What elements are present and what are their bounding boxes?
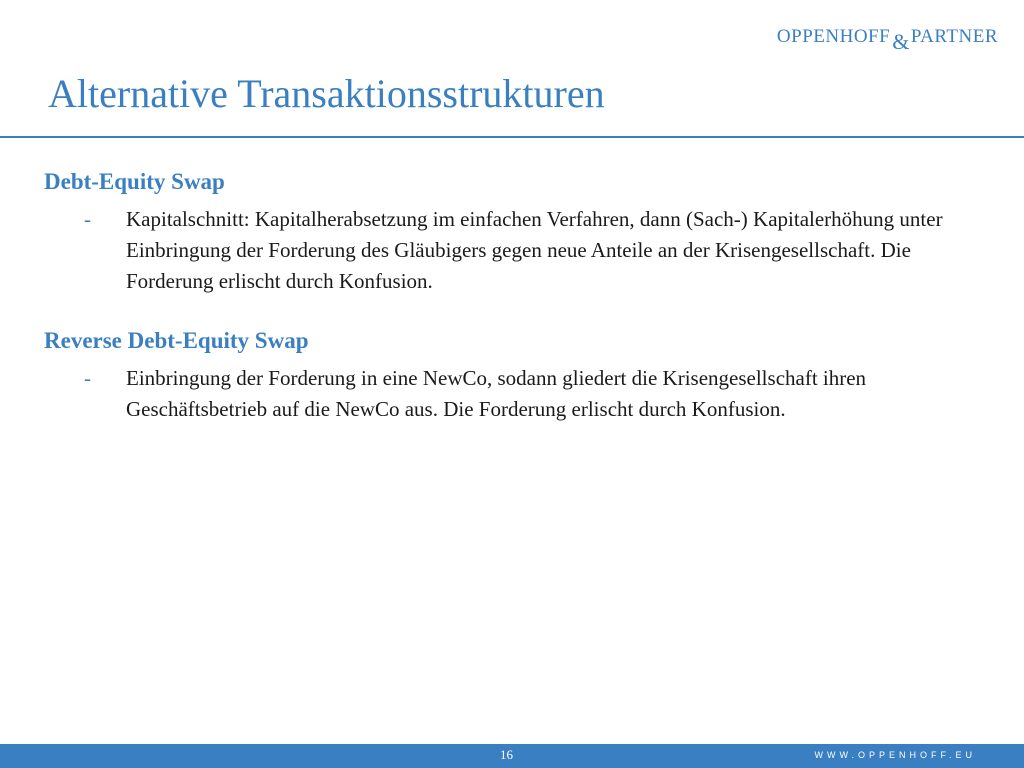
- footer-bar: [0, 744, 1024, 768]
- bullet-item: [44, 363, 984, 425]
- section-reverse-debt-equity-swap: [44, 327, 984, 425]
- bullet-text: Kapitalschnitt: Kapitalherabsetzung im einfachen Verfahren, dann (Sach-) Kapitalerhöhung unter Einbringung der Forderung des Gläubigers gegen neue Anteile an der Krisengesellschaft. Die Forderung erlischt durch Konfusion.: [126, 207, 943, 293]
- bullet-text: Einbringung der Forderung in eine NewCo, sodann gliedert die Krisengesellschaft ihren Geschäftsbetrieb auf die NewCo aus. Die Forderung erlischt durch Konfusion.: [126, 366, 867, 421]
- bullet-dash: -: [84, 207, 91, 231]
- company-logo: [776, 22, 998, 54]
- logo-ampersand: &: [892, 29, 910, 54]
- bullet-item: [44, 204, 984, 297]
- bullet-dash: -: [84, 366, 91, 390]
- logo-partner: PARTNER: [910, 26, 998, 47]
- slide-title: Alternative Transaktionsstrukturen: [48, 71, 605, 116]
- logo-name: OPPENHOFF: [776, 26, 891, 47]
- section-heading: Debt-Equity Swap: [44, 169, 225, 194]
- section-heading: Reverse Debt-Equity Swap: [44, 328, 309, 353]
- section-debt-equity-swap: [44, 168, 984, 297]
- page-number: 16: [500, 747, 513, 762]
- slide-content: [44, 168, 984, 455]
- title-divider: [0, 136, 1024, 138]
- website-url: WWW.OPPENHOFF.EU: [814, 750, 976, 760]
